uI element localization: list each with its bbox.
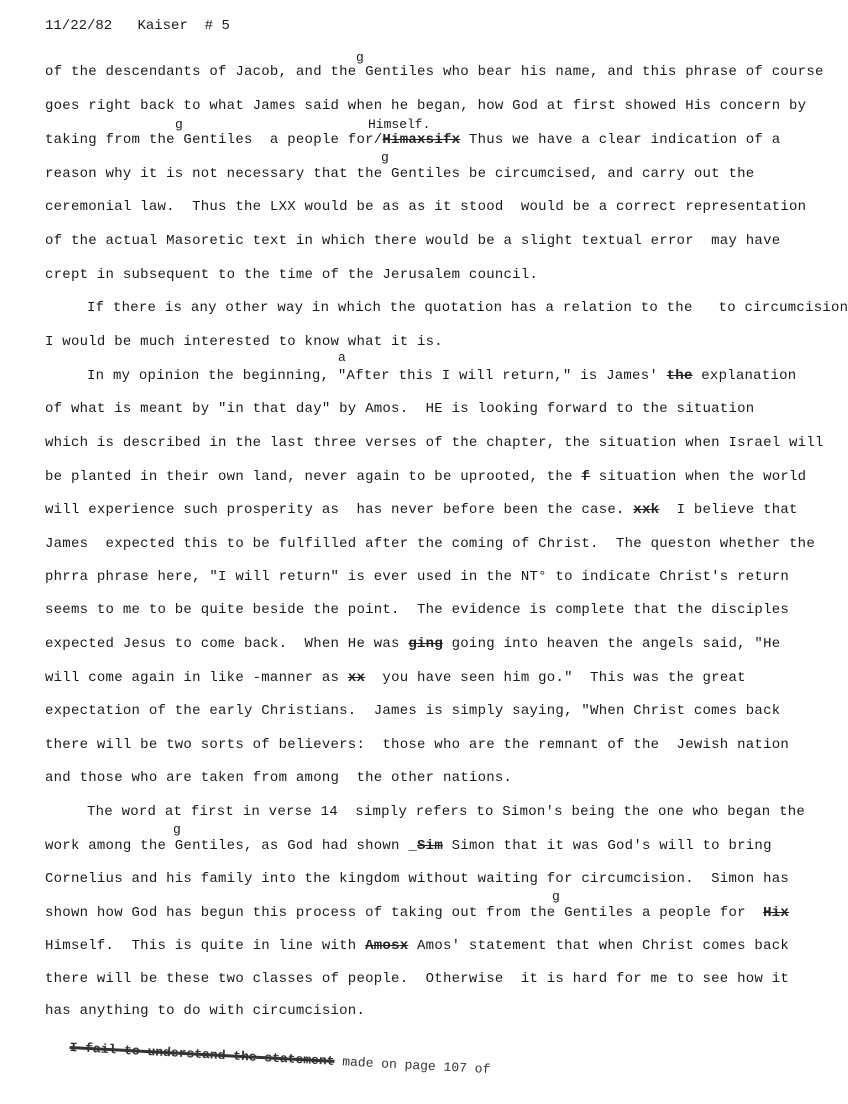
header-date: 11/22/82 [45, 18, 113, 34]
text-line: In my opinion the beginning, "After this I will return," is James' the explanation [87, 368, 797, 384]
text-line: If there is any other way in which the quotation has a relation to the to circumcision [87, 300, 848, 316]
text-line: has anything to do with circumcision. [45, 1003, 366, 1019]
insertion-g-3: g [381, 150, 389, 165]
header-author: Kaiser [137, 18, 188, 34]
insertion-a: a [338, 350, 346, 365]
text-line: expectation of the early Christians. James is simply saying, "When Christ comes back [45, 703, 781, 719]
text-line: I would be much interested to know what it is. [45, 334, 443, 350]
text-line: seems to me to be quite beside the point. The evidence is complete that the disciples [45, 602, 790, 618]
text-line: there will be two sorts of believers: those who are the remnant of the Jewish nation [45, 737, 790, 753]
text-line: shown how God has begun this process of taking out from the Gentiles a people for Hix [45, 905, 790, 921]
text-line: Himself. This is quite in line with Amosx Amos' statement that when Christ comes back [45, 938, 790, 954]
insertion-himself: Himself. [368, 117, 431, 132]
footer-rest-text: made on page 107 of [334, 1053, 491, 1078]
text-line: of what is meant by "in that day" by Amos. HE is looking forward to the situation [45, 401, 755, 417]
header-page-number: # 5 [204, 18, 230, 34]
text-line: crept in subsequent to the time of the Jerusalem council. [45, 267, 539, 283]
text-line: James expected this to be fulfilled after the coming of Christ. The queston whether the [45, 536, 815, 552]
text-line: The word at first in verse 14 simply refers to Simon's being the one who began the [87, 804, 806, 820]
text-line: which is described in the last three verses of the chapter, the situation when Israel will [45, 435, 824, 451]
text-line: work among the Gentiles, as God had shown _Sim Simon that it was God's will to bring [45, 838, 772, 854]
text-line: and those who are taken from among the other nations. [45, 770, 513, 786]
text-line: phrra phrase here, "I will return" is ever used in the NT° to indicate Christ's return [45, 569, 790, 585]
text-line: Cornelius and his family into the kingdom without waiting for circumcision. Simon has [45, 871, 790, 887]
footer-struck-text: I fail to understand the statement [69, 1040, 335, 1069]
text-line: goes right back to what James said when he began, how God at first showed His concern by [45, 98, 807, 114]
text-line: of the descendants of Jacob, and the Gentiles who bear his name, and this phrase of course [45, 64, 824, 80]
text-line: there will be these two classes of people. Otherwise it is hard for me to see how it [45, 971, 790, 987]
text-line: will come again in like -manner as xx you have seen him go." This was the great [45, 670, 746, 686]
text-line: of the actual Masoretic text in which there would be a slight textual error may have [45, 233, 781, 249]
insertion-g-2: g [175, 117, 183, 132]
page-header [45, 18, 230, 34]
insertion-g-1: g [356, 50, 364, 65]
text-line: taking from the Gentiles a people for/Himaxsifx Thus we have a clear indication of a [45, 132, 781, 148]
text-line: will experience such prosperity as has never before been the case. xxk I believe that [45, 502, 798, 518]
insertion-g-4: g [173, 822, 181, 837]
text-line: reason why it is not necessary that the Gentiles be circumcised, and carry out the [45, 166, 755, 182]
text-line: be planted in their own land, never again to be uprooted, the f situation when the world [45, 469, 807, 485]
text-line: expected Jesus to come back. When He was ging going into heaven the angels said, "He [45, 636, 781, 652]
insertion-g-5: g [552, 889, 560, 904]
text-line: ceremonial law. Thus the LXX would be as as it stood would be a correct representation [45, 199, 807, 215]
footer-struck-line [69, 1040, 490, 1077]
